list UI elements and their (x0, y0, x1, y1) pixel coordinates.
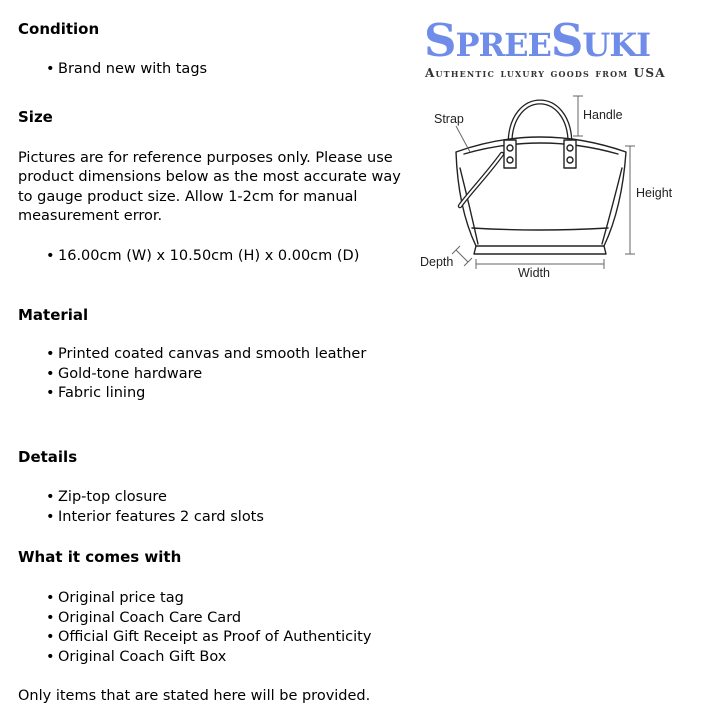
details-list (46, 488, 264, 527)
size-list (46, 247, 359, 267)
width-label: Width (518, 266, 550, 280)
brand-name: SpreeSuki (424, 14, 651, 67)
bag-dimension-diagram (416, 88, 716, 288)
footer-note: Only items that are stated here will be provided. (18, 688, 371, 704)
list-item: • Zip-top closure (46, 488, 264, 508)
comes-with-list (46, 589, 371, 667)
condition-list (46, 60, 207, 80)
brand-tagline: Authentic luxury goods from USA (425, 66, 666, 80)
height-label: Height (636, 186, 673, 200)
list-item: • Fabric lining (46, 384, 366, 404)
list-item: • Brand new with tags (46, 60, 207, 80)
condition-heading: Condition (18, 20, 100, 38)
list-item: • Official Gift Receipt as Proof of Authenticity (46, 628, 371, 648)
handle-label: Handle (583, 108, 623, 122)
list-item: • Original price tag (46, 589, 371, 609)
brand-logo (424, 14, 716, 84)
list-item: • Interior features 2 card slots (46, 508, 264, 528)
material-list (46, 345, 366, 404)
list-item: • Original Coach Gift Box (46, 648, 371, 668)
details-heading: Details (18, 448, 78, 466)
list-item: • Original Coach Care Card (46, 609, 371, 629)
comes-with-heading: What it comes with (18, 548, 182, 566)
size-note: Pictures are for reference purposes only. Please use product dimensions below as the most accurate way to gauge product size. Allow 1-2cm for manual measurement error. (18, 150, 401, 224)
strap-label: Strap (434, 112, 464, 126)
list-item: • Printed coated canvas and smooth leather (46, 345, 366, 365)
size-heading: Size (18, 108, 53, 126)
material-heading: Material (18, 306, 89, 324)
list-item: • Gold-tone hardware (46, 365, 366, 385)
list-item: • 16.00cm (W) x 10.50cm (H) x 0.00cm (D) (46, 247, 359, 267)
depth-label: Depth (420, 255, 454, 269)
